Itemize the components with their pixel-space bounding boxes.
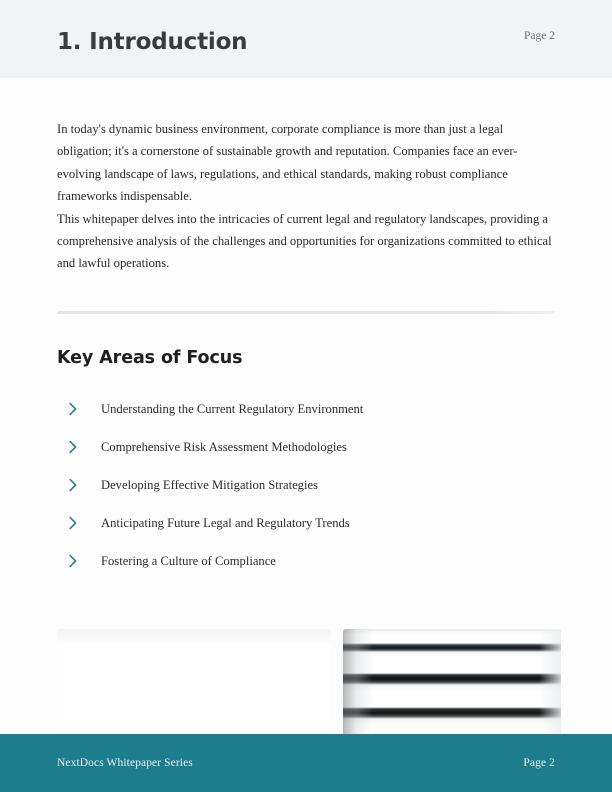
page-header	[0, 0, 612, 78]
blank-white-image-surface	[57, 629, 331, 734]
key-areas-heading: Key Areas of Focus	[57, 347, 243, 368]
intro-paragraph-2: This whitepaper delves into the intricacies of current legal and regulatory landscapes, providing a comprehensive analysis of the challenges and opportunities for organizations committed to ethical and lawful operations.	[57, 211, 552, 271]
list-item	[57, 428, 555, 466]
footer-inner	[57, 734, 555, 792]
stacked-books-image	[343, 629, 561, 734]
chevron-right-icon	[65, 553, 81, 569]
chevron-right-icon	[65, 439, 81, 455]
list-item	[57, 390, 555, 428]
header-page-number: Page 2	[524, 30, 555, 42]
main-content	[57, 78, 555, 580]
chevron-right-icon	[65, 477, 81, 493]
list-item-label: Developing Effective Mitigation Strategies	[101, 477, 318, 492]
list-item-label: Understanding the Current Regulatory Environment	[101, 401, 364, 416]
list-item	[57, 466, 555, 504]
chevron-right-icon	[65, 515, 81, 531]
page-footer	[0, 734, 612, 792]
list-item	[57, 504, 555, 542]
image-strip	[57, 629, 555, 734]
footer-series-text: NextDocs Whitepaper Series	[57, 757, 193, 769]
page-title: 1. Introduction	[57, 28, 248, 55]
key-areas-list	[57, 368, 555, 580]
blank-white-image	[57, 629, 331, 734]
stacked-books-image-surface	[343, 629, 561, 734]
header-inner	[57, 0, 555, 78]
list-item-label: Fostering a Culture of Compliance	[101, 553, 276, 568]
introduction-section	[57, 78, 555, 275]
list-item-label: Comprehensive Risk Assessment Methodologies	[101, 439, 347, 454]
chevron-right-icon	[65, 401, 81, 417]
footer-page-number: Page 2	[523, 757, 555, 769]
intro-paragraph-1: In today's dynamic business environment, corporate compliance is more than just a legal obligation; it's a cornerstone of sustainable growth and reputation. Companies face an ever-evolving landscape of laws, regulations, and ethical standards, making robust compliance frameworks indispensable.	[57, 122, 518, 204]
list-item	[57, 542, 555, 580]
list-item-label: Anticipating Future Legal and Regulatory Trends	[101, 515, 350, 530]
